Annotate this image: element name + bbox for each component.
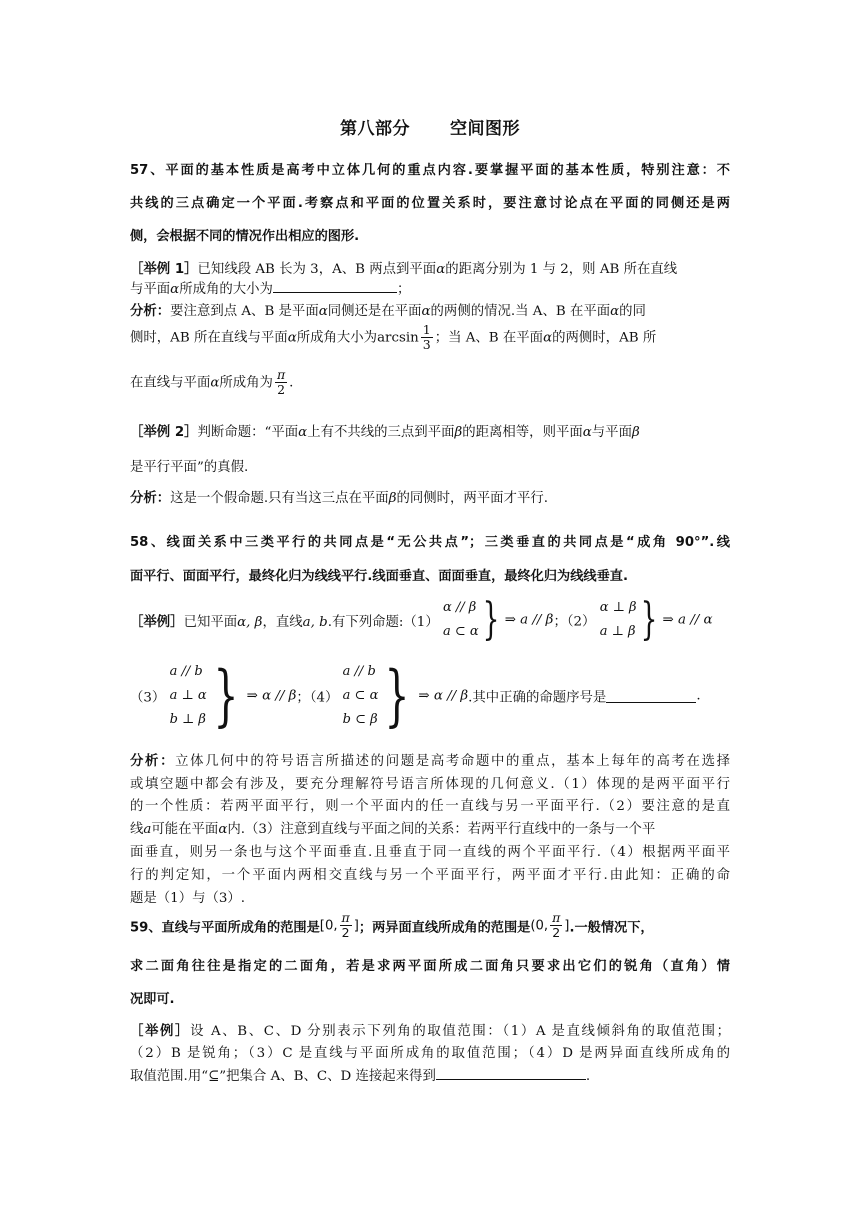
section-59-line-2: 求二面角往往是指定的二面角，若是求两平面所成二面角只要求出它们的锐角（直角）情 (130, 959, 730, 974)
proposition-4: a // b a ⊂ α b ⊂ β (342, 664, 379, 727)
title-part: 第八部分 (340, 119, 410, 139)
example-1-line-2: 与平面α所成角的大小为 ； (130, 282, 411, 297)
analysis-1-line-1: 分析：要注意到点 A、B 是平面α同侧还是在平面α的两侧的情况.当 A、B 在平面α的同 (130, 304, 646, 319)
example-3-line-2: （3） a // b a ⊥ α b ⊥ β } ⇒ α // β；（4） a // b a ⊂ α b ⊂ β } ⇒ α // β.其中正确的命题序号是 . (130, 657, 701, 734)
example-1-line-1: ［举例 1］已知线段 AB 长为 3，A、B 两点到平面α的距离分别为 1 与 2，则 AB 所在直线 (130, 262, 678, 277)
analysis-3-line-7: 题是（1）与（3）. (130, 891, 246, 906)
section-59-line-1: 59、直线与平面所成角的范围是[0, $\frac{\pi}{2}$ ]；两异面直线所成角的范围是(0, $\frac{\pi}{2}$ ].一般情况下， (130, 910, 654, 941)
analysis-1-line-2: 侧时，AB 所在直线与平面α所成角大小为arcsin $\frac{1}{3}$ ；当 A、B 在平面α的两侧时，AB 所 (130, 322, 657, 353)
fraction-pi-over-2: $\frac{\pi}{2}$ (276, 367, 286, 398)
example-4-line-2: （2）B 是锐角；（3）C 是直线与平面所成角的取值范围；（4）D 是两异面直线所成角的 (130, 1046, 730, 1061)
example-2-line-1: ［举例 2］判断命题：“平面α上有不共线的三点到平面β的距离相等，则平面α与平面β (130, 425, 640, 440)
section-58-line-2: 面平行、面面平行，最终化归为线线平行.线面垂直、面面垂直，最终化归为线线垂直. (130, 569, 628, 584)
example-tag: ［举例］ (130, 614, 184, 630)
answer-blank (606, 690, 696, 703)
section-57-line-3: 侧，会根据不同的情况作出相应的图形. (130, 229, 360, 244)
section-57-line-1: 57、平面的基本性质是高考中立体几何的重点内容.要掌握平面的基本性质，特别注意：不 (130, 163, 730, 178)
analysis-3-line-6: 行的判定知，一个平面内两相交直线与另一个平面平行，两平面才平行.由此知：正确的命 (130, 868, 730, 883)
section-57-line-2: 共线的三点确定一个平面.考察点和平面的位置关系时，要注意讨论点在平面的同侧还是两 (130, 196, 730, 211)
example-4-line-3: 取值范围.用“⊆”把集合 A、B、C、D 连接起来得到 . (130, 1069, 591, 1084)
answer-blank (436, 1067, 586, 1080)
analysis-3-line-1: 分析：立体几何中的符号语言所描述的问题是高考命题中的重点，基本上每年的高考在选择 (130, 754, 730, 769)
section-58-line-1: 58、线面关系中三类平行的共同点是“无公共点”；三类垂直的共同点是“成角 90°”.线 (130, 535, 730, 550)
section-59-line-3: 况即可. (130, 992, 175, 1007)
page-title (130, 114, 730, 139)
answer-blank (273, 280, 397, 293)
example-tag: ［举例 2］ (130, 425, 198, 440)
proposition-2: α ⊥ β a ⊥ β (599, 600, 637, 639)
example-2-line-2: 是平行平面”的真假. (130, 460, 249, 475)
analysis-tag: 分析： (130, 491, 171, 506)
example-3-line-1: ［举例］已知平面α, β，直线a, b.有下列命题:（1） α // β a ⊂ α } ⇒ a // β；（2） α ⊥ β a ⊥ β } ⇒ a // α (130, 594, 713, 645)
analysis-tag: 分析： (130, 304, 171, 319)
title-name: 空间图形 (450, 119, 520, 139)
proposition-3: a // b a ⊥ α b ⊥ β (169, 664, 207, 727)
analysis-tag: 分析： (130, 754, 176, 769)
analysis-3-line-2: 或填空题中都会有涉及，要充分理解符号语言所体现的几何意义.（1）体现的是两平面平行 (130, 777, 730, 792)
analysis-3-line-3: 的一个性质：若两平面平行，则一个平面内的任一直线与另一平面平行.（2）要注意的是直 (130, 799, 730, 814)
analysis-3-line-5: 面垂直，则另一条也与这个平面垂直.且垂直于同一直线的两个平面平行.（4）根据两平面平 (130, 845, 730, 860)
analysis-1-line-3: 在直线与平面α所成角为 $\frac{\pi}{2}$ . (130, 367, 294, 398)
proposition-1: α // β a ⊂ α (443, 600, 479, 639)
example-4-line-1: ［举例］设 A、B、C、D 分别表示下列角的取值范围：（1）A 是直线倾斜角的取值范围； (130, 1024, 731, 1039)
analysis-3-line-4: 线a可能在平面α内.（3）注意到直线与平面之间的关系：若两平行直线中的一条与一个平 (130, 822, 656, 837)
analysis-2-line: 分析：这是一个假命题.只有当这三点在平面β的同侧时，两平面才平行. (130, 491, 548, 506)
fraction-one-third: $\frac{1}{3}$ (422, 322, 431, 353)
example-tag: ［举例］ (130, 1024, 191, 1039)
example-tag: ［举例 1］ (130, 262, 198, 277)
